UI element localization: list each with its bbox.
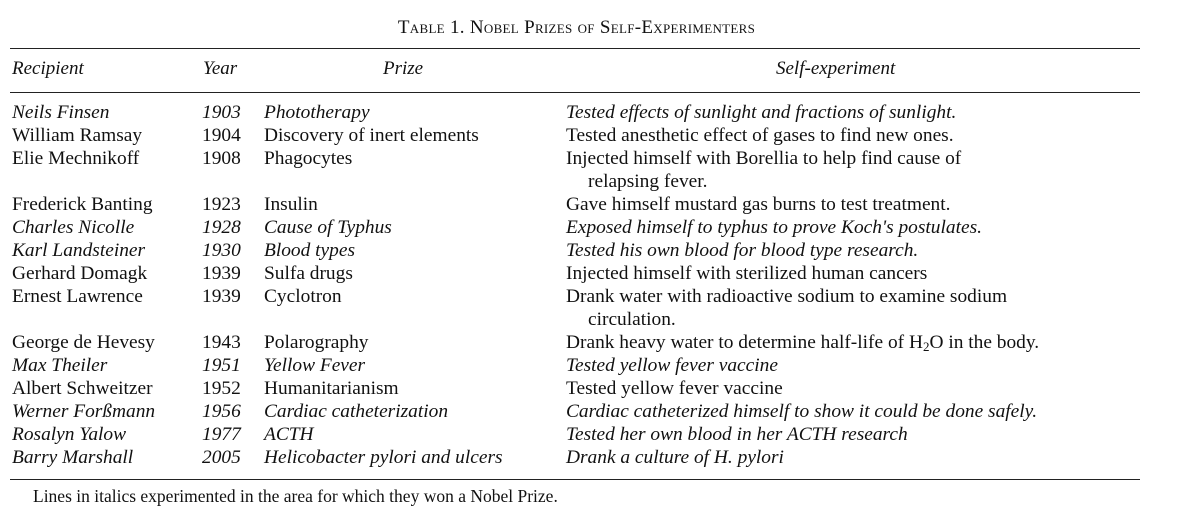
header-self-experiment: Self-experiment bbox=[776, 58, 896, 79]
self-experiment-cell bbox=[566, 423, 908, 446]
self-experiment-line: circulation. bbox=[588, 309, 676, 330]
recipient-cell: George de Hevesy bbox=[12, 332, 155, 353]
year-cell: 1956 bbox=[202, 401, 241, 422]
header-prize: Prize bbox=[383, 58, 424, 79]
year-cell: 1952 bbox=[202, 378, 241, 399]
recipient-cell: Elie Mechnikoff bbox=[12, 148, 140, 169]
self-experiment-line: Drank a culture of H. pylori bbox=[566, 447, 784, 468]
self-experiment-line: Cardiac catheterized himself to show it could be done safely. bbox=[566, 401, 1038, 422]
self-experiment-cell bbox=[566, 239, 918, 262]
top-rule bbox=[10, 48, 1140, 49]
self-experiment-line: Drank water with radioactive sodium to examine sodium bbox=[566, 286, 1008, 307]
self-experiment-cell bbox=[566, 193, 951, 216]
self-experiment-line: Injected himself with sterilized human cancers bbox=[566, 263, 928, 284]
self-experiment-cell bbox=[566, 354, 778, 377]
prize-cell: Cyclotron bbox=[264, 286, 342, 307]
recipient-cell: William Ramsay bbox=[12, 125, 143, 146]
table-caption: Table 1. Nobel Prizes of Self-Experimenters bbox=[397, 17, 756, 38]
self-experiment-cell bbox=[566, 400, 1037, 423]
table-row bbox=[0, 124, 1200, 147]
year-cell: 1939 bbox=[202, 286, 241, 307]
table-row bbox=[0, 354, 1200, 377]
self-experiment-line: Tested anesthetic effect of gases to find new ones. bbox=[566, 125, 954, 146]
prize-cell: Sulfa drugs bbox=[264, 263, 353, 284]
table-row bbox=[0, 400, 1200, 423]
self-experiment-line: Exposed himself to typhus to prove Koch's postulates. bbox=[566, 217, 982, 238]
prize-cell: Blood types bbox=[264, 240, 356, 261]
self-experiment-cell bbox=[566, 216, 982, 239]
recipient-cell: Werner Forßmann bbox=[12, 401, 156, 422]
self-experiment-line: Injected himself with Borellia to help find cause of bbox=[566, 148, 962, 169]
year-cell: 1951 bbox=[202, 355, 241, 376]
self-experiment-cell bbox=[566, 262, 927, 285]
self-experiment-line: Tested effects of sunlight and fractions of sunlight. bbox=[566, 102, 957, 123]
recipient-cell: Max Theiler bbox=[12, 355, 108, 376]
year-cell: 2005 bbox=[202, 447, 241, 468]
year-cell: 1904 bbox=[202, 125, 241, 146]
self-experiment-line: Tested yellow fever vaccine bbox=[566, 355, 778, 376]
year-cell: 1923 bbox=[202, 194, 241, 215]
self-experiment-line: Tested her own blood in her ACTH research bbox=[566, 424, 908, 445]
self-experiment-cell bbox=[566, 101, 956, 124]
table-row bbox=[0, 262, 1200, 285]
recipient-cell: Rosalyn Yalow bbox=[12, 424, 127, 445]
prize-cell: Discovery of inert elements bbox=[264, 125, 479, 146]
self-experiment-line: Tested yellow fever vaccine bbox=[566, 378, 783, 399]
header-rule bbox=[10, 92, 1140, 93]
table-row bbox=[0, 423, 1200, 446]
year-cell: 1943 bbox=[202, 332, 241, 353]
table-row bbox=[0, 285, 1200, 331]
table-row bbox=[0, 377, 1200, 400]
self-experiment-cell bbox=[566, 285, 1007, 331]
table-row bbox=[0, 101, 1200, 124]
recipient-cell: Barry Marshall bbox=[12, 447, 134, 468]
self-experiment-line: Drank heavy water to determine half-life of $H_2O$ in the body. bbox=[566, 332, 1040, 354]
prize-cell: Phagocytes bbox=[264, 148, 353, 169]
table-row bbox=[0, 216, 1200, 239]
prize-cell: Cause of Typhus bbox=[264, 217, 392, 238]
prize-cell: ACTH bbox=[264, 424, 314, 445]
table-header-row bbox=[0, 58, 1200, 84]
table-footnote: Lines in italics experimented in the area for which they won a Nobel Prize. bbox=[33, 486, 558, 506]
table-row bbox=[0, 331, 1200, 354]
bottom-rule bbox=[10, 479, 1140, 480]
prize-cell: Helicobacter pylori and ulcers bbox=[264, 447, 503, 468]
year-cell: 1908 bbox=[202, 148, 241, 169]
year-cell: 1939 bbox=[202, 263, 241, 284]
prize-cell: Phototherapy bbox=[264, 102, 370, 123]
table-body bbox=[0, 101, 1200, 469]
recipient-cell: Charles Nicolle bbox=[12, 217, 135, 238]
self-experiment-cell bbox=[566, 124, 954, 147]
self-experiment-cell bbox=[566, 377, 783, 400]
prize-cell: Humanitarianism bbox=[264, 378, 399, 399]
self-experiment-line: Tested his own blood for blood type research. bbox=[566, 240, 919, 261]
self-experiment-line: relapsing fever. bbox=[588, 171, 708, 192]
recipient-cell: Albert Schweitzer bbox=[12, 378, 153, 399]
recipient-cell: Karl Landsteiner bbox=[12, 240, 146, 261]
self-experiment-cell bbox=[566, 446, 784, 469]
table-row bbox=[0, 193, 1200, 216]
year-cell: 1928 bbox=[202, 217, 241, 238]
recipient-cell: Ernest Lawrence bbox=[12, 286, 143, 307]
self-experiment-line: Gave himself mustard gas burns to test treatment. bbox=[566, 194, 951, 215]
recipient-cell: Frederick Banting bbox=[12, 194, 153, 215]
prize-cell: Yellow Fever bbox=[264, 355, 366, 376]
header-recipient: Recipient bbox=[12, 58, 84, 79]
table-row bbox=[0, 446, 1200, 469]
self-experiment-cell bbox=[566, 331, 1039, 354]
year-cell: 1930 bbox=[202, 240, 241, 261]
table-row bbox=[0, 147, 1200, 193]
prize-cell: Insulin bbox=[264, 194, 318, 215]
year-cell: 1977 bbox=[202, 424, 241, 445]
table-row bbox=[0, 239, 1200, 262]
prize-cell: Polarography bbox=[264, 332, 369, 353]
recipient-cell: Gerhard Domagk bbox=[12, 263, 148, 284]
self-experiment-cell bbox=[566, 147, 961, 193]
recipient-cell: Neils Finsen bbox=[12, 102, 110, 123]
header-year: Year bbox=[203, 58, 238, 79]
year-cell: 1903 bbox=[202, 102, 241, 123]
prize-cell: Cardiac catheterization bbox=[264, 401, 449, 422]
